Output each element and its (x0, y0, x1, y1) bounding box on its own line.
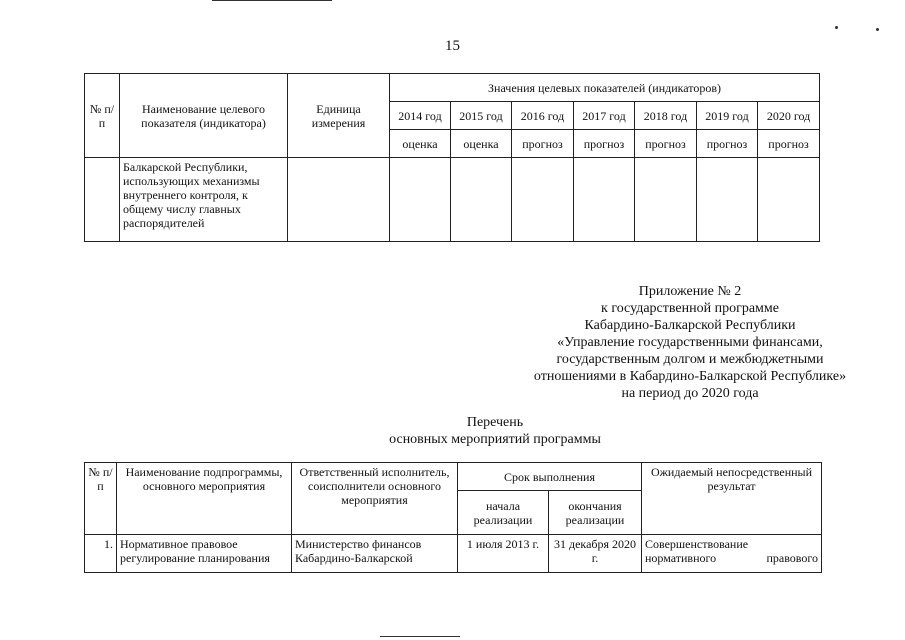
col-term-group-header: Срок выполнения (458, 463, 642, 491)
col-activity-name-header: Наименование подпрограммы, основного мероприятия (117, 463, 292, 535)
scan-artifact-bottom (380, 636, 460, 637)
year-type-header: оценка (390, 130, 451, 158)
appendix-line: к государственной программе (601, 301, 779, 316)
row-value-cell (758, 158, 820, 242)
scan-artifact-top (212, 0, 332, 1)
col-end-header: окончания реализации (549, 491, 642, 535)
appendix-line: Приложение № 2 (638, 284, 742, 299)
year-header: 2014 год (390, 102, 451, 130)
row-result-word: нормативного (645, 551, 717, 565)
row-result-line-1: Совершенствование (645, 537, 749, 551)
list-title-line-1: Перечень (466, 415, 524, 430)
row-result-cell (642, 535, 822, 573)
year-type-header: оценка (451, 130, 512, 158)
row-num-cell: 1. (85, 535, 117, 573)
year-header: 2016 год (512, 102, 574, 130)
col-executor-header: Ответственный исполнитель, соисполнители основного мероприятия (292, 463, 458, 535)
scan-artifact-dot-1 (835, 26, 838, 29)
year-header: 2015 год (451, 102, 512, 130)
col-indicator-name-header: Наименование целевого показателя (индикатора) (120, 74, 288, 158)
appendix-line: государственным долгом и межбюджетными (556, 352, 824, 367)
indicator-values-group-header: Значения целевых показателей (индикаторов) (390, 74, 820, 102)
activities-table (84, 462, 822, 573)
col-unit-header: Единица измерения (288, 74, 390, 158)
row-value-cell (574, 158, 635, 242)
table-row (85, 535, 822, 573)
row-end-cell: 31 декабря 2020 г. (549, 535, 642, 573)
col-num-header: № п/п (85, 463, 117, 535)
year-type-header: прогноз (635, 130, 697, 158)
year-header: 2017 год (574, 102, 635, 130)
list-title-line-2: основных мероприятий программы (389, 432, 601, 447)
appendix-header (500, 283, 880, 402)
year-type-header: прогноз (512, 130, 574, 158)
appendix-line: «Управление государственными финансами, (557, 335, 823, 350)
row-indicator-name-cell: Балкарской Республики, использующих механизмы внутреннего контроля, к общему числу главных распорядителей (120, 158, 288, 242)
row-value-cell (390, 158, 451, 242)
col-result-header: Ожидаемый непосредственный результат (642, 463, 822, 535)
table-row (85, 158, 820, 242)
appendix-line: Кабардино-Балкарской Республики (584, 318, 796, 333)
year-type-header: прогноз (758, 130, 820, 158)
year-header: 2020 год (758, 102, 820, 130)
list-title (0, 414, 905, 448)
page-number: 15 (445, 38, 460, 54)
row-value-cell (512, 158, 574, 242)
row-value-cell (635, 158, 697, 242)
row-unit-cell (288, 158, 390, 242)
row-result-word: правового (766, 551, 818, 565)
row-start-cell: 1 июля 2013 г. (458, 535, 549, 573)
col-num-header: № п/п (85, 74, 120, 158)
row-activity-name-cell: Нормативное правовое регулирование планирования (117, 535, 292, 573)
row-result-line-2 (645, 551, 818, 565)
row-value-cell (451, 158, 512, 242)
col-start-header: начала реализации (458, 491, 549, 535)
scan-artifact-dot-2 (876, 28, 879, 31)
row-executor-cell: Министерство финансов Кабардино-Балкарской (292, 535, 458, 573)
year-type-header: прогноз (574, 130, 635, 158)
year-type-header: прогноз (697, 130, 758, 158)
year-header: 2019 год (697, 102, 758, 130)
year-header: 2018 год (635, 102, 697, 130)
row-num-cell (85, 158, 120, 242)
appendix-line: отношениями в Кабардино-Балкарской Республике» (533, 369, 847, 384)
appendix-line: на период до 2020 года (621, 386, 759, 401)
indicators-table (84, 73, 820, 242)
row-value-cell (697, 158, 758, 242)
